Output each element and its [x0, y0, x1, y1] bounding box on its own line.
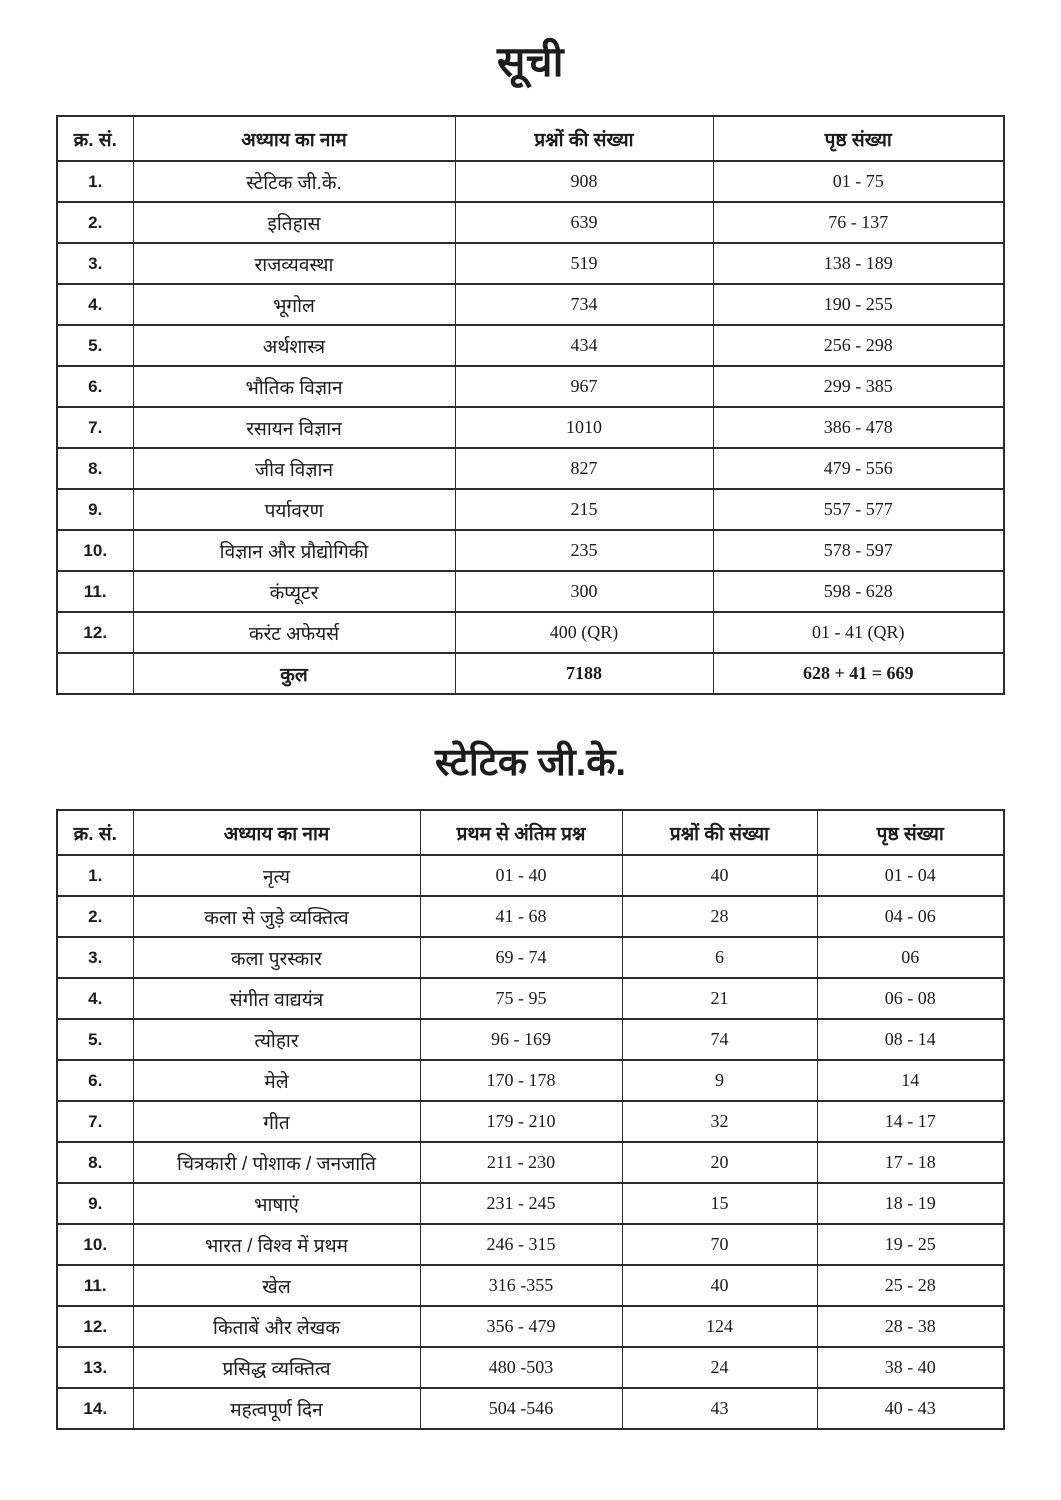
- chapter-name-cell: खेल: [133, 1265, 420, 1306]
- value-cell: 578 - 597: [713, 530, 1004, 571]
- page-title: सूची: [497, 38, 564, 85]
- serial-cell: 13.: [57, 1347, 133, 1388]
- index-table: [56, 115, 1005, 695]
- serial-cell: 1.: [57, 161, 133, 202]
- value-cell: 75 - 95: [420, 978, 622, 1019]
- table-row: [57, 1101, 1004, 1142]
- total-page-count-cell: 628 + 41 = 669: [713, 653, 1004, 694]
- value-cell: 967: [455, 366, 713, 407]
- value-cell: 356 - 479: [420, 1306, 622, 1347]
- value-cell: 15: [622, 1183, 817, 1224]
- value-cell: 400 (QR): [455, 612, 713, 653]
- serial-cell: 10.: [57, 530, 133, 571]
- serial-cell: 9.: [57, 1183, 133, 1224]
- table-row: [57, 855, 1004, 896]
- table-row: [57, 571, 1004, 612]
- value-cell: 827: [455, 448, 713, 489]
- chapter-name-cell: भौतिक विज्ञान: [133, 366, 455, 407]
- chapter-name-cell: भारत / विश्व में प्रथम: [133, 1224, 420, 1265]
- value-cell: 06 - 08: [817, 978, 1004, 1019]
- serial-cell: 5.: [57, 325, 133, 366]
- serial-cell: 8.: [57, 448, 133, 489]
- value-cell: 43: [622, 1388, 817, 1429]
- chapter-name-cell: इतिहास: [133, 202, 455, 243]
- total-row: [57, 653, 1004, 694]
- serial-cell: 12.: [57, 1306, 133, 1347]
- value-cell: 734: [455, 284, 713, 325]
- chapter-name-cell: कला पुरस्कार: [133, 937, 420, 978]
- value-cell: 1010: [455, 407, 713, 448]
- serial-cell: 3.: [57, 937, 133, 978]
- header-row: [57, 116, 1004, 161]
- value-cell: 231 - 245: [420, 1183, 622, 1224]
- table-row: [57, 1347, 1004, 1388]
- value-cell: 01 - 75: [713, 161, 1004, 202]
- value-cell: 28: [622, 896, 817, 937]
- value-cell: 215: [455, 489, 713, 530]
- chapter-name-cell: गीत: [133, 1101, 420, 1142]
- value-cell: 20: [622, 1142, 817, 1183]
- value-cell: 14 - 17: [817, 1101, 1004, 1142]
- header-page-number: पृष्ठ संख्या: [713, 116, 1004, 161]
- header-chapter-name: अध्याय का नाम: [133, 116, 455, 161]
- chapter-name-cell: रसायन विज्ञान: [133, 407, 455, 448]
- table-row: [57, 896, 1004, 937]
- table-row: [57, 489, 1004, 530]
- header-serial: क्र. सं.: [57, 116, 133, 161]
- value-cell: 69 - 74: [420, 937, 622, 978]
- static-gk-table: [56, 809, 1005, 1430]
- value-cell: 32: [622, 1101, 817, 1142]
- value-cell: 190 - 255: [713, 284, 1004, 325]
- table-row: [57, 612, 1004, 653]
- serial-cell: 4.: [57, 978, 133, 1019]
- value-cell: 124: [622, 1306, 817, 1347]
- serial-cell: 9.: [57, 489, 133, 530]
- value-cell: 18 - 19: [817, 1183, 1004, 1224]
- table-row: [57, 530, 1004, 571]
- serial-cell: 11.: [57, 1265, 133, 1306]
- header-page-number: पृष्ठ संख्या: [817, 810, 1004, 855]
- chapter-name-cell: भूगोल: [133, 284, 455, 325]
- static-gk-table-body: [57, 855, 1004, 1429]
- chapter-name-cell: राजव्यवस्था: [133, 243, 455, 284]
- index-table-body: [57, 161, 1004, 653]
- chapter-name-cell: पर्यावरण: [133, 489, 455, 530]
- index-table-footer: [57, 653, 1004, 694]
- serial-cell: 8.: [57, 1142, 133, 1183]
- header-question-range: प्रथम से अंतिम प्रश्न: [420, 810, 622, 855]
- value-cell: 76 - 137: [713, 202, 1004, 243]
- value-cell: 299 - 385: [713, 366, 1004, 407]
- serial-cell: 1.: [57, 855, 133, 896]
- table-row: [57, 161, 1004, 202]
- value-cell: 246 - 315: [420, 1224, 622, 1265]
- table-row: [57, 325, 1004, 366]
- serial-cell: 4.: [57, 284, 133, 325]
- value-cell: 386 - 478: [713, 407, 1004, 448]
- chapter-name-cell: विज्ञान और प्रौद्योगिकी: [133, 530, 455, 571]
- value-cell: 70: [622, 1224, 817, 1265]
- chapter-name-cell: संगीत वाद्ययंत्र: [133, 978, 420, 1019]
- value-cell: 01 - 04: [817, 855, 1004, 896]
- total-question-count-cell: 7188: [455, 653, 713, 694]
- table-row: [57, 407, 1004, 448]
- chapter-name-cell: करंट अफेयर्स: [133, 612, 455, 653]
- table-row: [57, 1265, 1004, 1306]
- serial-cell: 14.: [57, 1388, 133, 1429]
- value-cell: 316 -355: [420, 1265, 622, 1306]
- value-cell: 9: [622, 1060, 817, 1101]
- chapter-name-cell: नृत्य: [133, 855, 420, 896]
- value-cell: 504 -546: [420, 1388, 622, 1429]
- table-row: [57, 202, 1004, 243]
- table-row: [57, 1183, 1004, 1224]
- header-row: [57, 810, 1004, 855]
- value-cell: 256 - 298: [713, 325, 1004, 366]
- table-row: [57, 448, 1004, 489]
- value-cell: 479 - 556: [713, 448, 1004, 489]
- value-cell: 519: [455, 243, 713, 284]
- chapter-name-cell: कंप्यूटर: [133, 571, 455, 612]
- chapter-name-cell: अर्थशास्त्र: [133, 325, 455, 366]
- value-cell: 38 - 40: [817, 1347, 1004, 1388]
- value-cell: 908: [455, 161, 713, 202]
- value-cell: 04 - 06: [817, 896, 1004, 937]
- value-cell: 598 - 628: [713, 571, 1004, 612]
- value-cell: 01 - 40: [420, 855, 622, 896]
- value-cell: 24: [622, 1347, 817, 1388]
- value-cell: 557 - 577: [713, 489, 1004, 530]
- value-cell: 40: [622, 855, 817, 896]
- value-cell: 235: [455, 530, 713, 571]
- value-cell: 06: [817, 937, 1004, 978]
- value-cell: 40 - 43: [817, 1388, 1004, 1429]
- value-cell: 639: [455, 202, 713, 243]
- table-row: [57, 243, 1004, 284]
- value-cell: 96 - 169: [420, 1019, 622, 1060]
- serial-cell: 12.: [57, 612, 133, 653]
- chapter-name-cell: मेले: [133, 1060, 420, 1101]
- table-row: [57, 1060, 1004, 1101]
- serial-cell: 11.: [57, 571, 133, 612]
- chapter-name-cell: प्रसिद्ध व्यक्तित्व: [133, 1347, 420, 1388]
- serial-cell: 6.: [57, 1060, 133, 1101]
- serial-cell: 5.: [57, 1019, 133, 1060]
- section-title: स्टेटिक जी.के.: [434, 742, 626, 784]
- header-chapter-name: अध्याय का नाम: [133, 810, 420, 855]
- serial-cell: 2.: [57, 896, 133, 937]
- total-serial-cell: [57, 653, 133, 694]
- value-cell: 179 - 210: [420, 1101, 622, 1142]
- table-row: [57, 1224, 1004, 1265]
- table-row: [57, 1142, 1004, 1183]
- value-cell: 300: [455, 571, 713, 612]
- table-row: [57, 1019, 1004, 1060]
- serial-cell: 6.: [57, 366, 133, 407]
- value-cell: 40: [622, 1265, 817, 1306]
- value-cell: 21: [622, 978, 817, 1019]
- table-row: [57, 1306, 1004, 1347]
- chapter-name-cell: त्योहार: [133, 1019, 420, 1060]
- value-cell: 170 - 178: [420, 1060, 622, 1101]
- table-row: [57, 366, 1004, 407]
- value-cell: 19 - 25: [817, 1224, 1004, 1265]
- chapter-name-cell: महत्वपूर्ण दिन: [133, 1388, 420, 1429]
- serial-cell: 2.: [57, 202, 133, 243]
- value-cell: 74: [622, 1019, 817, 1060]
- value-cell: 28 - 38: [817, 1306, 1004, 1347]
- total-label-cell: कुल: [133, 653, 455, 694]
- chapter-name-cell: किताबें और लेखक: [133, 1306, 420, 1347]
- chapter-name-cell: जीव विज्ञान: [133, 448, 455, 489]
- value-cell: 17 - 18: [817, 1142, 1004, 1183]
- serial-cell: 7.: [57, 1101, 133, 1142]
- chapter-name-cell: कला से जुड़े व्यक्तित्व: [133, 896, 420, 937]
- table-row: [57, 937, 1004, 978]
- value-cell: 14: [817, 1060, 1004, 1101]
- index-table-header: [57, 116, 1004, 161]
- chapter-name-cell: चित्रकारी / पोशाक / जनजाति: [133, 1142, 420, 1183]
- value-cell: 480 -503: [420, 1347, 622, 1388]
- header-serial: क्र. सं.: [57, 810, 133, 855]
- value-cell: 25 - 28: [817, 1265, 1004, 1306]
- value-cell: 41 - 68: [420, 896, 622, 937]
- value-cell: 211 - 230: [420, 1142, 622, 1183]
- header-question-count: प्रश्नों की संख्या: [455, 116, 713, 161]
- value-cell: 08 - 14: [817, 1019, 1004, 1060]
- value-cell: 434: [455, 325, 713, 366]
- chapter-name-cell: स्टेटिक जी.के.: [133, 161, 455, 202]
- serial-cell: 7.: [57, 407, 133, 448]
- chapter-name-cell: भाषाएं: [133, 1183, 420, 1224]
- header-question-count: प्रश्नों की संख्या: [622, 810, 817, 855]
- table-row: [57, 978, 1004, 1019]
- value-cell: 138 - 189: [713, 243, 1004, 284]
- value-cell: 6: [622, 937, 817, 978]
- value-cell: 01 - 41 (QR): [713, 612, 1004, 653]
- table-row: [57, 284, 1004, 325]
- static-gk-table-header: [57, 810, 1004, 855]
- serial-cell: 10.: [57, 1224, 133, 1265]
- serial-cell: 3.: [57, 243, 133, 284]
- table-row: [57, 1388, 1004, 1429]
